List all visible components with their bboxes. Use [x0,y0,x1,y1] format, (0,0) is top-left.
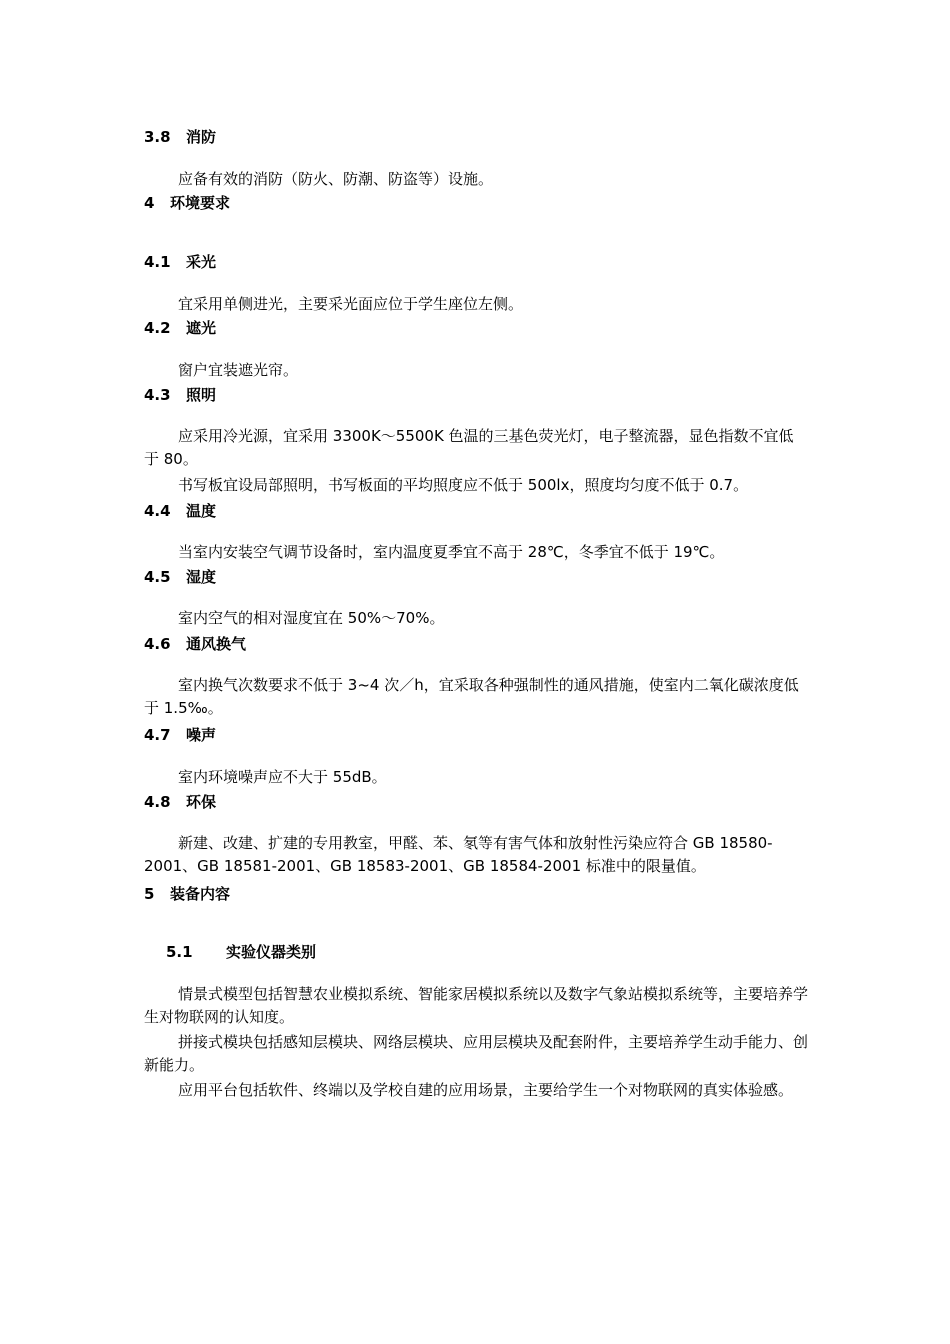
section-number: 4.4 [144,502,171,520]
paragraph: 应采用冷光源，宜采用 3300K～5500K 色温的三基色荧光灯，电子整流器，显色指数不宜低于 80。 [144,427,794,468]
paragraph: 应用平台包括软件、终端以及学校自建的应用场景，主要给学生一个对物联网的真实体验感。 [178,1081,794,1099]
paragraph: 拼接式模块包括感知层模块、网络层模块、应用层模块及配套附件，主要培养学生动手能力、创新能力。 [144,1033,809,1074]
section-number: 3.8 [144,128,171,146]
section-number: 4.7 [144,726,171,744]
paragraph: 当室内安装空气调节设备时，室内温度夏季宜不高于 28℃，冬季宜不低于 19℃。 [178,543,725,561]
paragraph: 应备有效的消防（防火、防潮、防盗等）设施。 [178,170,494,188]
section-heading-4-4 [144,501,216,521]
section-title: 消防 [186,128,217,146]
section-title: 噪声 [186,726,217,744]
section-number: 4.5 [144,568,171,586]
paragraph: 窗户宜装遮光帘。 [178,361,299,379]
section-heading-5 [144,884,230,904]
section-title: 遮光 [186,319,217,337]
section-number: 4.1 [144,253,171,271]
section-title: 装备内容 [170,885,231,903]
section-number: 4.3 [144,386,171,404]
paragraph: 书写板宜设局部照明，书写板面的平均照度应不低于 500lx，照度均匀度不低于 0.7。 [178,476,749,494]
section-heading-3-8 [144,127,216,147]
section-number: 5 [144,885,155,903]
section-title: 温度 [186,502,217,520]
paragraph: 情景式模型包括智慧农业模拟系统、智能家居模拟系统以及数字气象站模拟系统等，主要培养学生对物联网的认知度。 [144,985,809,1026]
section-heading-4-3 [144,385,216,405]
paragraph: 室内换气次数要求不低于 3~4 次／h，宜采取各种强制性的通风措施，使室内二氧化碳浓度低于 1.5‰。 [144,676,799,717]
section-heading-5-1 [166,942,316,962]
section-title: 实验仪器类别 [226,943,317,961]
section-title: 环保 [186,793,217,811]
paragraph: 室内环境噪声应不大于 55dB。 [178,768,387,786]
section-heading-4-2 [144,318,216,338]
section-number: 4.6 [144,635,171,653]
section-heading-4-6 [144,634,246,654]
section-heading-4-8 [144,792,216,812]
section-title: 湿度 [186,568,217,586]
section-number: 4.8 [144,793,171,811]
section-title: 采光 [186,253,217,271]
section-number: 5.1 [166,943,193,961]
section-title: 照明 [186,386,217,404]
section-number: 4 [144,194,155,212]
section-number: 4.2 [144,319,171,337]
section-heading-4-5 [144,567,216,587]
paragraph: 宜采用单侧进光，主要采光面应位于学生座位左侧。 [178,295,524,313]
section-title: 通风换气 [186,635,247,653]
paragraph: 新建、改建、扩建的专用教室，甲醛、苯、氡等有害气体和放射性污染应符合 GB 18580-2001、GB 18581-2001、GB 18583-2001、GB 18584-2001 标准中的限量值。 [144,834,773,875]
section-heading-4-1 [144,252,216,272]
section-heading-4-7 [144,725,216,745]
section-heading-4 [144,193,230,213]
section-title: 环境要求 [170,194,231,212]
paragraph: 室内空气的相对湿度宜在 50%～70%。 [178,609,445,627]
